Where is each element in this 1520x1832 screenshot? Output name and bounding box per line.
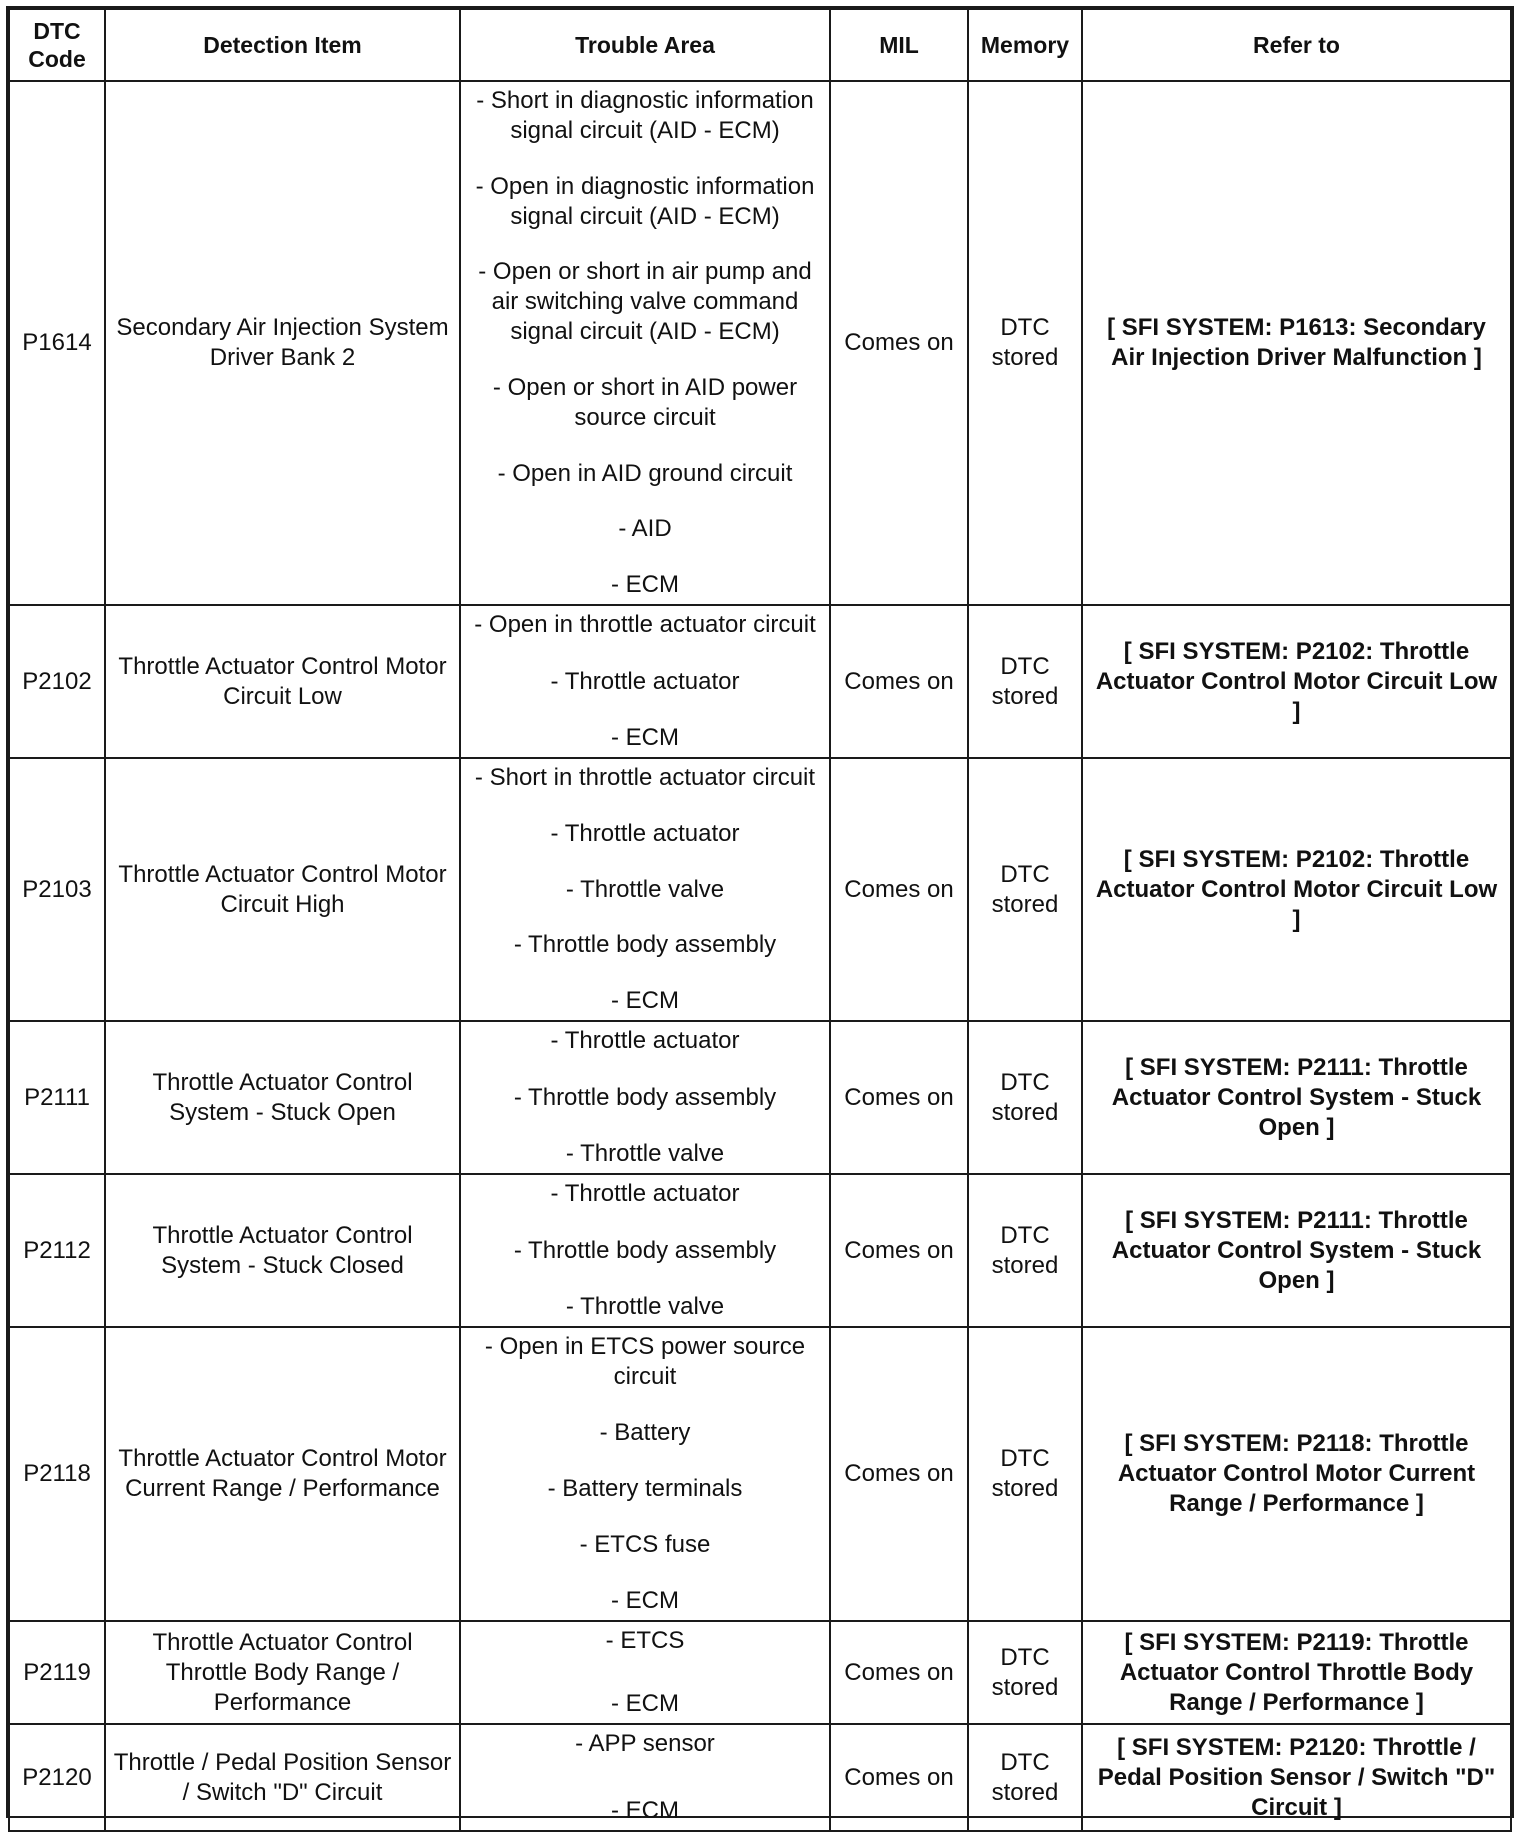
header-trouble-area: Trouble Area [460, 9, 830, 81]
dtc-code-cell: P2118 [9, 1327, 105, 1621]
trouble-area-item: - Open or short in AID power source circuit [492, 373, 798, 431]
trouble-area-item: - ECM [611, 987, 679, 1014]
trouble-area-item: - Battery [599, 1419, 691, 1446]
table-row [9, 1327, 1511, 1621]
trouble-area-item: - ECM [611, 1587, 679, 1614]
trouble-area-cell [460, 1327, 830, 1621]
memory-cell: DTC stored [968, 1021, 1082, 1174]
trouble-area-item: - ETCS fuse [579, 1531, 711, 1558]
refer-to-cell: [ SFI SYSTEM: P2111: Throttle Actuator Control System - Stuck Open ] [1082, 1174, 1511, 1327]
memory-cell: DTC stored [968, 1174, 1082, 1327]
dtc-code-cell: P2119 [9, 1621, 105, 1724]
trouble-area-item: - Throttle actuator [550, 819, 740, 847]
refer-to-cell: [ SFI SYSTEM: P2111: Throttle Actuator Control System - Stuck Open ] [1082, 1021, 1511, 1174]
trouble-area-item: - Throttle body assembly [513, 931, 777, 959]
refer-to-cell: [ SFI SYSTEM: P2102: Throttle Actuator Control Motor Circuit Low ] [1082, 758, 1511, 1021]
mil-cell: Comes on [830, 1174, 968, 1327]
trouble-area-item: - Open in diagnostic information signal circuit (AID - ECM) [475, 172, 815, 230]
table-row [9, 1724, 1511, 1831]
trouble-area-cell [460, 1174, 830, 1327]
mil-cell: Comes on [830, 1621, 968, 1724]
memory-cell: DTC stored [968, 1327, 1082, 1621]
trouble-area-list [465, 82, 825, 604]
detection-item-cell: Throttle Actuator Control Motor Current Range / Performance [105, 1327, 460, 1621]
table-row [9, 81, 1511, 605]
detection-item-cell: Throttle Actuator Control System - Stuck Open [105, 1021, 460, 1174]
trouble-area-item: - Throttle actuator [550, 1180, 740, 1207]
dtc-code-cell: P2120 [9, 1724, 105, 1831]
table-row [9, 1174, 1511, 1327]
trouble-area-list [465, 1022, 825, 1173]
header-refer-to: Refer to [1082, 9, 1511, 81]
trouble-area-cell [460, 1021, 830, 1174]
trouble-area-item: - Throttle actuator [550, 1027, 740, 1054]
trouble-area-cell [460, 605, 830, 758]
trouble-area-item: - Throttle body assembly [513, 1236, 777, 1264]
trouble-area-item: - Open in AID ground circuit [497, 459, 793, 487]
detection-item-cell: Throttle Actuator Control Motor Circuit Low [105, 605, 460, 758]
trouble-area-item: - Battery terminals [547, 1475, 743, 1502]
table-row [9, 1621, 1511, 1724]
trouble-area-list [465, 606, 825, 757]
refer-to-cell: [ SFI SYSTEM: P2120: Throttle / Pedal Position Sensor / Switch "D" Circuit ] [1082, 1724, 1511, 1831]
trouble-area-item: - Open or short in air pump and air switching valve command signal circuit (AID - ECM) [478, 258, 812, 346]
trouble-area-list [465, 1175, 825, 1326]
detection-item-cell: Secondary Air Injection System Driver Bank 2 [105, 81, 460, 605]
detection-item-cell: Throttle Actuator Control Motor Circuit High [105, 758, 460, 1021]
dtc-table-container [6, 6, 1514, 1824]
refer-to-cell: [ SFI SYSTEM: P2102: Throttle Actuator Control Motor Circuit Low ] [1082, 605, 1511, 758]
trouble-area-item: - Throttle actuator [550, 667, 740, 695]
trouble-area-cell [460, 81, 830, 605]
trouble-area-cell [460, 758, 830, 1021]
refer-to-cell: [ SFI SYSTEM: P2119: Throttle Actuator Control Throttle Body Range / Performance ] [1082, 1621, 1511, 1724]
mil-cell: Comes on [830, 605, 968, 758]
dtc-code-cell: P1614 [9, 81, 105, 605]
trouble-area-item: - ETCS [605, 1627, 685, 1654]
trouble-area-item: - Throttle valve [565, 1293, 725, 1320]
trouble-area-item: - Throttle body assembly [513, 1083, 777, 1111]
trouble-area-item: - Open in throttle actuator circuit [474, 611, 816, 638]
trouble-area-list [465, 1328, 825, 1620]
memory-cell: DTC stored [968, 81, 1082, 605]
header-dtc-code: DTC Code [9, 9, 105, 81]
table-row [9, 758, 1511, 1021]
trouble-area-item: - APP sensor [575, 1730, 715, 1757]
trouble-area-list [465, 1725, 825, 1830]
trouble-area-item: - AID [618, 515, 672, 543]
table-header-row [9, 9, 1511, 81]
header-memory: Memory [968, 9, 1082, 81]
trouble-area-item: - Throttle valve [565, 1140, 725, 1167]
dtc-code-cell: P2111 [9, 1021, 105, 1174]
trouble-area-item: - ECM [611, 724, 679, 751]
mil-cell: Comes on [830, 1327, 968, 1621]
trouble-area-cell [460, 1724, 830, 1831]
table-body [9, 81, 1511, 1831]
trouble-area-list [465, 1622, 825, 1723]
mil-cell: Comes on [830, 1021, 968, 1174]
detection-item-cell: Throttle / Pedal Position Sensor / Switch "D" Circuit [105, 1724, 460, 1831]
table-row [9, 1021, 1511, 1174]
dtc-code-cell: P2103 [9, 758, 105, 1021]
memory-cell: DTC stored [968, 1724, 1082, 1831]
trouble-area-item: - Short in throttle actuator circuit [474, 764, 816, 791]
dtc-code-cell: P2102 [9, 605, 105, 758]
memory-cell: DTC stored [968, 1621, 1082, 1724]
trouble-area-item: - Throttle valve [565, 875, 725, 903]
mil-cell: Comes on [830, 758, 968, 1021]
mil-cell: Comes on [830, 81, 968, 605]
header-detection-item: Detection Item [105, 9, 460, 81]
detection-item-cell: Throttle Actuator Control Throttle Body Range / Performance [105, 1621, 460, 1724]
mil-cell: Comes on [830, 1724, 968, 1831]
trouble-area-cell [460, 1621, 830, 1724]
detection-item-cell: Throttle Actuator Control System - Stuck Closed [105, 1174, 460, 1327]
memory-cell: DTC stored [968, 605, 1082, 758]
refer-to-cell: [ SFI SYSTEM: P2118: Throttle Actuator Control Motor Current Range / Performance ] [1082, 1327, 1511, 1621]
trouble-area-list [465, 759, 825, 1020]
trouble-area-item: - Short in diagnostic information signal circuit (AID - ECM) [476, 87, 814, 144]
header-mil: MIL [830, 9, 968, 81]
refer-to-cell: [ SFI SYSTEM: P1613: Secondary Air Injection Driver Malfunction ] [1082, 81, 1511, 605]
dtc-code-cell: P2112 [9, 1174, 105, 1327]
trouble-area-item: - ECM [611, 1690, 679, 1717]
trouble-area-item: - ECM [611, 570, 679, 598]
table-row [9, 605, 1511, 758]
trouble-area-item: - Open in ETCS power source circuit [484, 1333, 806, 1390]
trouble-area-item: - ECM [611, 1797, 679, 1824]
memory-cell: DTC stored [968, 758, 1082, 1021]
dtc-table [8, 8, 1512, 1832]
